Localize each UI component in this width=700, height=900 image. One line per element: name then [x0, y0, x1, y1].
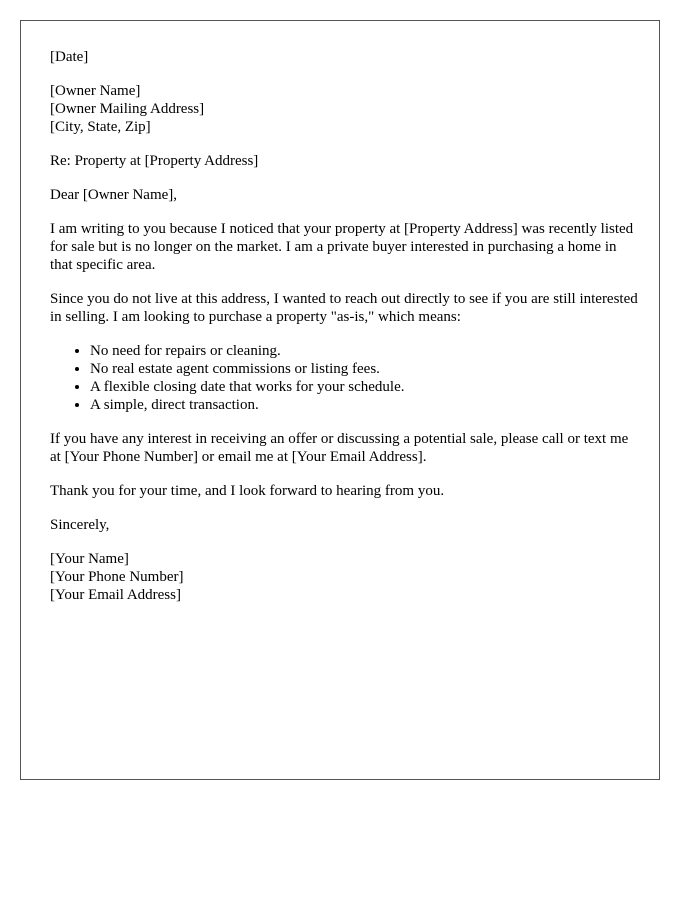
- list-item: • No need for repairs or cleaning.: [90, 342, 640, 360]
- recipient-address-block: [50, 82, 640, 136]
- subject-line: Re: Property at [Property Address]: [50, 153, 259, 169]
- letter-body: [50, 48, 640, 620]
- recipient-mailing-address: [Owner Mailing Address]: [50, 101, 205, 117]
- letter-date: [Date]: [50, 49, 89, 65]
- subject-block: [50, 152, 640, 170]
- letter-page: [20, 20, 660, 780]
- paragraph-intro: I am writing to you because I noticed that your property at [Property Address] was recently listed for sale but is no longer on the market. I am a private buyer interested in purchasing a home in that specific area.: [50, 221, 634, 273]
- signature-name: [Your Name]: [50, 551, 129, 567]
- paragraph-contact: If you have any interest in receiving an offer or discussing a potential sale, please call or text me at [Your Phone Number] or email me at [Your Email Address].: [50, 431, 629, 465]
- benefits-list: [50, 342, 640, 414]
- signature-block: [50, 550, 640, 604]
- paragraph-thanks: Thank you for your time, and I look forward to hearing from you.: [50, 483, 445, 499]
- paragraph-as-is: Since you do not live at this address, I wanted to reach out directly to see if you are still interested in selling. I am looking to purchase a property "as-is," which means:: [50, 291, 638, 325]
- salutation-block: [50, 186, 640, 204]
- list-item: • A flexible closing date that works for your schedule.: [90, 378, 640, 396]
- closing: Sincerely,: [50, 517, 110, 533]
- signature-email: [Your Email Address]: [50, 587, 181, 603]
- recipient-city-state-zip: [City, State, Zip]: [50, 119, 151, 135]
- signature-phone: [Your Phone Number]: [50, 569, 184, 585]
- list-item: • A simple, direct transaction.: [90, 396, 640, 414]
- recipient-name: [Owner Name]: [50, 83, 141, 99]
- date-block: [50, 48, 640, 66]
- salutation: Dear [Owner Name],: [50, 187, 178, 203]
- closing-block: [50, 516, 640, 534]
- list-item: • No real estate agent commissions or listing fees.: [90, 360, 640, 378]
